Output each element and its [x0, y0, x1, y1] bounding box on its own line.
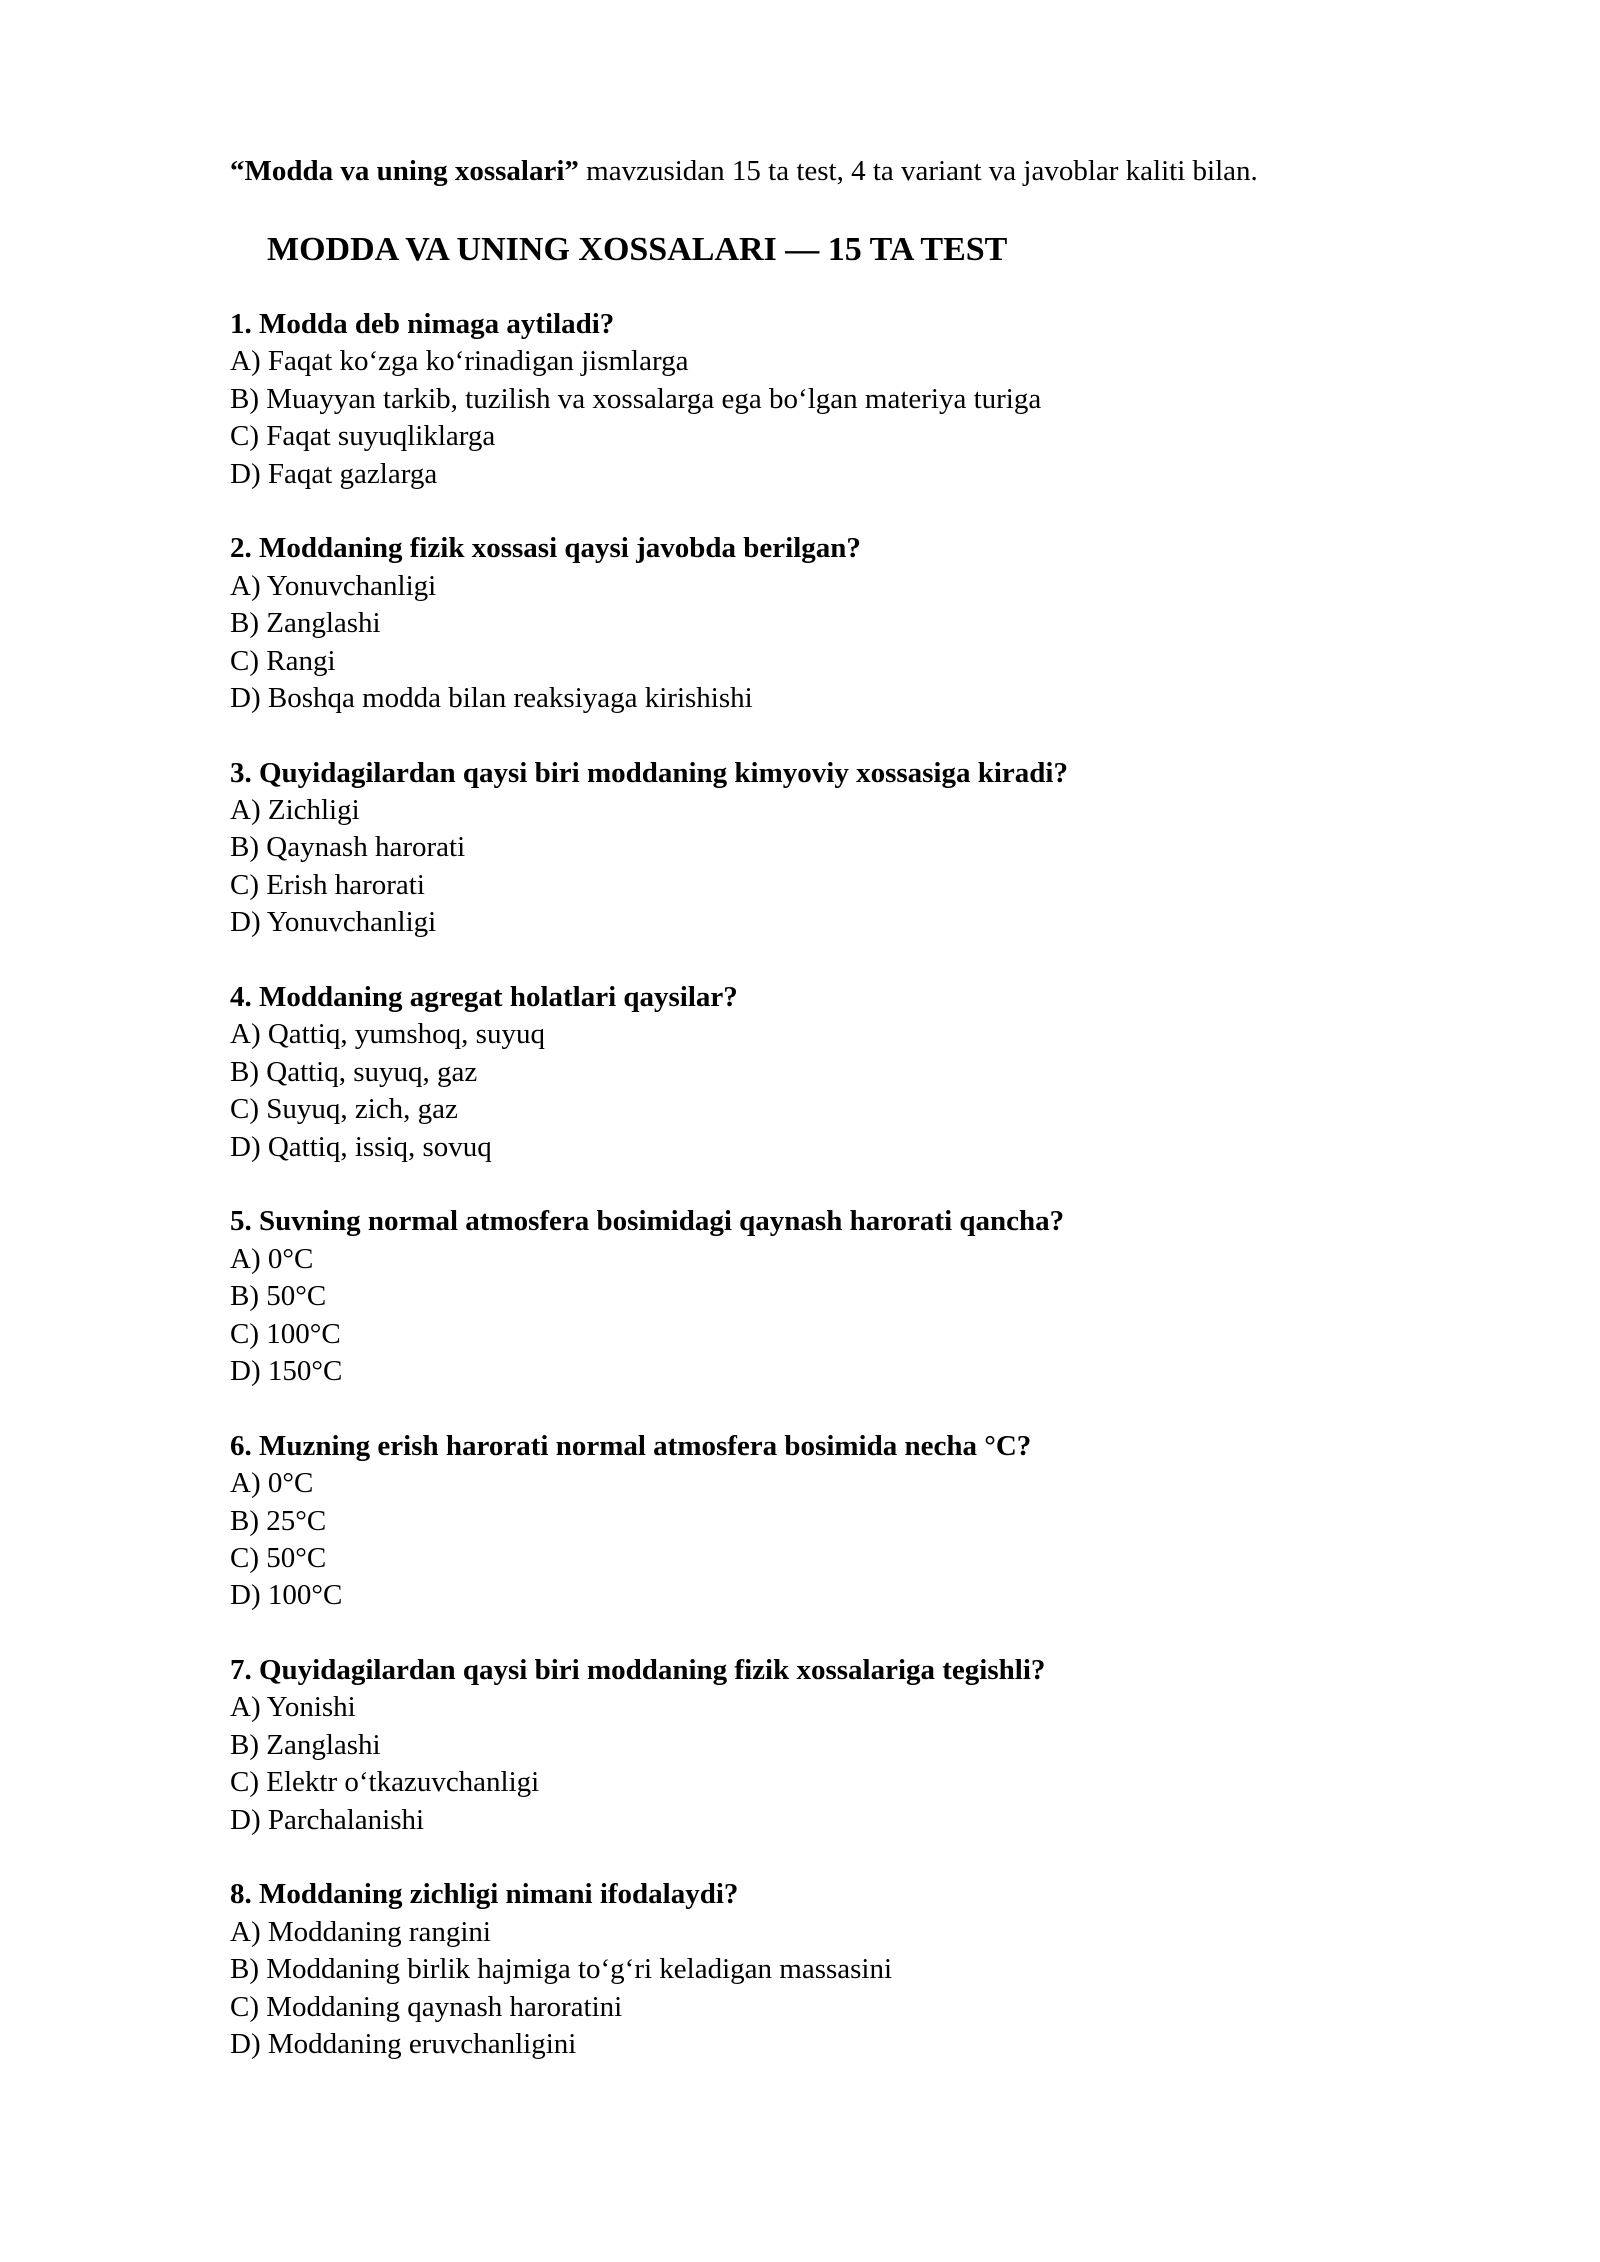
question-text: 7. Quyidagilardan qaysi biri moddaning fizik xossalariga tegishli?	[230, 1654, 1046, 1687]
intro-line	[230, 151, 1530, 191]
answer-option: A) Yonuvchanligi	[230, 569, 437, 602]
answer-option: C) Elektr o‘tkazuvchanligi	[230, 1766, 540, 1799]
answer-option: A) Yonishi	[230, 1691, 356, 1724]
answer-option: A) 0°C	[230, 1242, 314, 1275]
answer-option: C) Erish harorati	[230, 868, 425, 901]
answer-option: C) 50°C	[230, 1541, 327, 1574]
question-item	[230, 1876, 1530, 2063]
question-text: 2. Moddaning fizik xossasi qaysi javobda berilgan?	[230, 532, 861, 565]
question-list	[230, 306, 1530, 2101]
answer-option: A) Zichligi	[230, 794, 360, 827]
answer-option: D) Moddaning eruvchanligini	[230, 2027, 577, 2060]
answer-option: B) 50°C	[230, 1280, 327, 1313]
answer-option: D) Parchalanishi	[230, 1803, 425, 1836]
answer-option: C) Faqat suyuqliklarga	[230, 420, 496, 453]
answer-option: C) 100°C	[230, 1317, 341, 1350]
answer-option: B) 25°C	[230, 1504, 327, 1537]
answer-option: A) 0°C	[230, 1467, 314, 1500]
question-item	[230, 530, 1530, 717]
answer-option: D) Boshqa modda bilan reaksiyaga kirishishi	[230, 681, 753, 714]
intro-description: mavzusidan 15 ta test, 4 ta variant va javoblar kaliti bilan.	[578, 155, 1258, 187]
question-text: 3. Quyidagilardan qaysi biri moddaning kimyoviy xossasiga kiradi?	[230, 756, 1068, 789]
answer-option: D) 100°C	[230, 1579, 343, 1612]
answer-option: B) Zanglashi	[230, 607, 381, 640]
question-text: 4. Moddaning agregat holatlari qaysilar?	[230, 981, 738, 1014]
answer-option: A) Qattiq, yumshoq, suyuq	[230, 1018, 545, 1051]
answer-option: D) 150°C	[230, 1354, 343, 1387]
answer-option: B) Zanglashi	[230, 1728, 381, 1761]
answer-option: A) Moddaning rangini	[230, 1915, 491, 1948]
answer-option: D) Qattiq, issiq, sovuq	[230, 1130, 492, 1163]
question-item	[230, 1428, 1530, 1615]
answer-option: C) Rangi	[230, 644, 336, 677]
question-text: 6. Muzning erish harorati normal atmosfera bosimida necha °C?	[230, 1429, 1032, 1462]
answer-option: B) Qattiq, suyuq, gaz	[230, 1055, 478, 1088]
answer-option: A) Faqat ko‘zga ko‘rinadigan jismlarga	[230, 345, 689, 378]
answer-option: C) Moddaning qaynash haroratini	[230, 1990, 623, 2023]
answer-option: B) Qaynash harorati	[230, 831, 466, 864]
question-item	[230, 979, 1530, 1166]
page-title: MODDA VA UNING XOSSALARI — 15 TA TEST	[267, 231, 1008, 268]
answer-option: B) Moddaning birlik hajmiga to‘g‘ri keladigan massasini	[230, 1953, 893, 1986]
intro-topic: “Modda va uning xossalari”	[230, 155, 579, 187]
question-text: 5. Suvning normal atmosfera bosimidagi qaynash harorati qancha?	[230, 1205, 1065, 1238]
question-text: 1. Modda deb nimaga aytiladi?	[230, 308, 615, 340]
question-item	[230, 1652, 1530, 1839]
answer-option: C) Suyuq, zich, gaz	[230, 1093, 458, 1126]
question-text: 8. Moddaning zichligi nimani ifodalaydi?	[230, 1878, 739, 1911]
question-item	[230, 306, 1530, 493]
answer-option: D) Yonuvchanligi	[230, 906, 437, 939]
question-item	[230, 1203, 1530, 1390]
answer-option: D) Faqat gazlarga	[230, 457, 438, 490]
question-item	[230, 755, 1530, 942]
answer-option: B) Muayyan tarkib, tuzilish va xossalarga ega bo‘lgan materiya turiga	[230, 382, 1042, 415]
